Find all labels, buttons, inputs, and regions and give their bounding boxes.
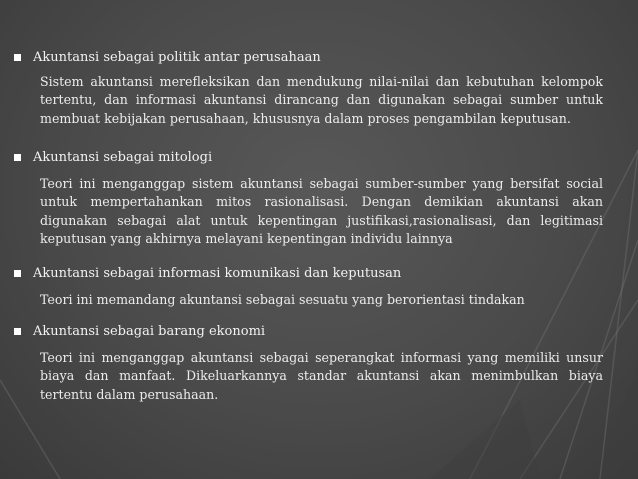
section-4-heading: Akuntansi sebagai barang ekonomi [33,323,266,339]
section-1-body: Sistem akuntansi merefleksikan dan mendukung nilai-nilai dan kebutuhan kelompok tertentu, dan informasi akuntansi dirancang dan digunakan sebagai sumber untuk membuat kebijakan perusahaan, khususnya dalam proses pengambilan keputusan. [40,74,603,126]
section-2-body: Teori ini menganggap sistem akuntansi sebagai sumber-sumber yang bersifat social untuk mempertahankan mitos rasionalisasi. Dengan demikian akuntansi akan digunakan sebagai alat untuk kepentingan justifikasi,rasionalisasi, dan legitimasi keputusan yang akhirnya melayani kepentingan individu lainnya [40,176,603,247]
section-1-heading: Akuntansi sebagai politik antar perusahaan [33,49,321,65]
section-3-heading-row [14,263,401,283]
square-bullet-icon [14,328,21,335]
section-4-heading-row [14,321,265,341]
section-2-heading: Akuntansi sebagai mitologi [33,149,213,165]
section-1-heading-row [14,47,321,67]
section-3-heading: Akuntansi sebagai informasi komunikasi dan keputusan [33,265,402,281]
square-bullet-icon [14,270,21,277]
section-4-body: Teori ini menganggap akuntansi sebagai seperangkat informasi yang memiliki unsur biaya dan manfaat. Dikeluarkannya standar akuntansi akan menimbulkan biaya tertentu dalam perusahaan. [40,350,603,402]
section-2-heading-row [14,147,212,167]
square-bullet-icon [14,154,21,161]
square-bullet-icon [14,54,21,61]
section-3-body: Teori ini memandang akuntansi sebagai sesuatu yang berorientasi tindakan [40,292,525,307]
